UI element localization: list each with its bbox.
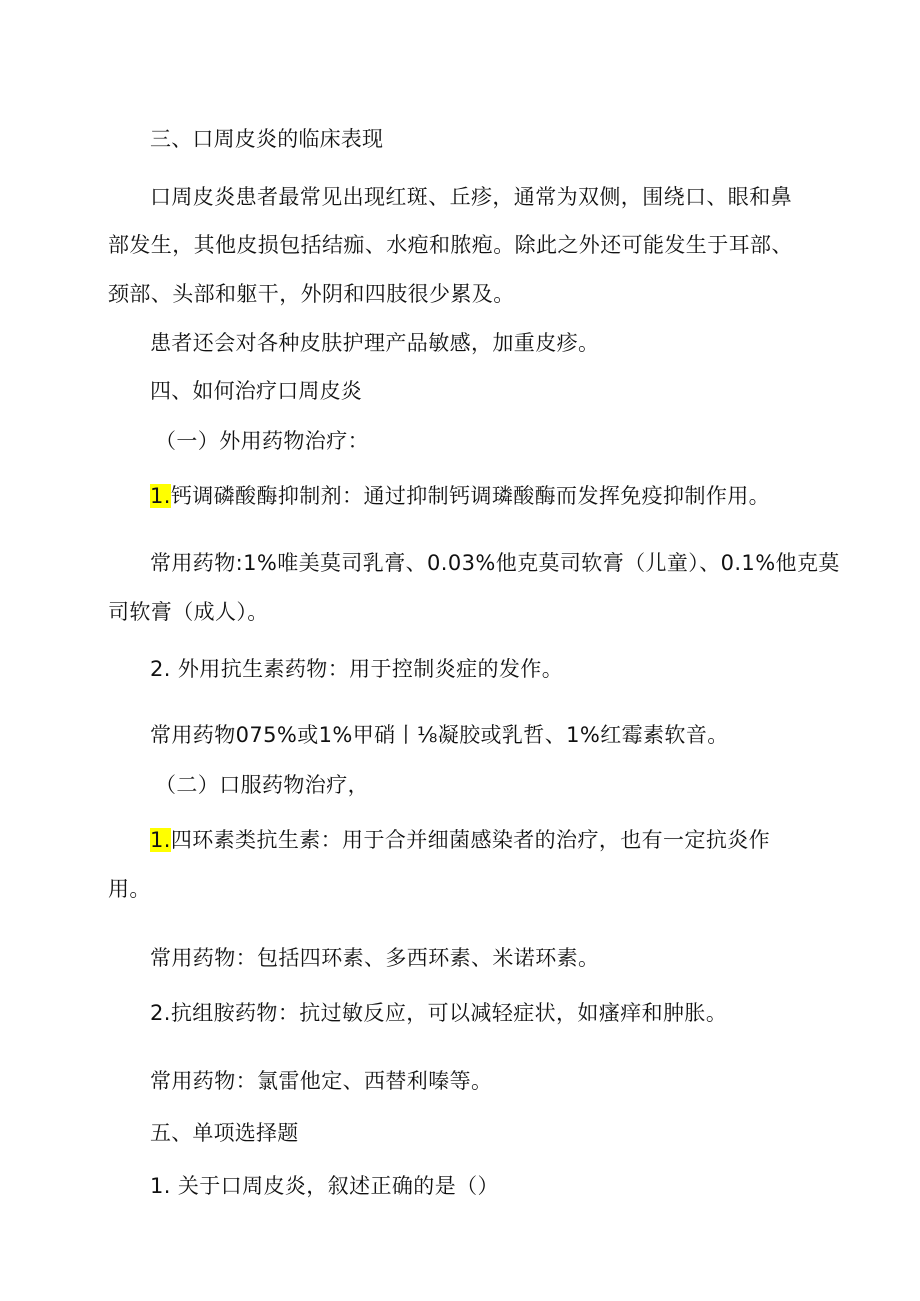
section3-para1-line1: 口周皮炎患者最常见出现红斑、丘疹，通常为双侧，围绕口、眼和鼻	[150, 185, 792, 209]
oral2: 2.抗组胺药物：抗过敏反应，可以减轻症状，如瘙痒和肿胀。	[150, 1001, 728, 1025]
oral1-drugs: 常用药物：包括四环素、多西环素、米诺环素。	[150, 946, 600, 970]
section4-heading: 四、如何治疗口周皮炎	[150, 379, 362, 403]
section5-heading: 五、单项选择题	[150, 1121, 299, 1145]
item1-number: 1.	[150, 484, 171, 508]
oral1-text: 四环素类抗生素：用于合并细菌感染者的治疗，也有一定抗炎作	[170, 828, 771, 852]
oral2-drugs: 常用药物：氯雷他定、西替利嗪等。	[150, 1069, 493, 1093]
item1-text: 钙调磷酸酶抑制剂：通过抑制钙调璘酸酶而发挥免疫抑制作用。	[170, 484, 771, 508]
section3-para2: 患者还会对各种皮肤护理产品敏感，加重皮疹。	[150, 331, 600, 355]
item2-drugs: 常用药物075%或1%甲硝丨⅛凝胶或乳哲、1%红霉素软音。	[150, 723, 729, 747]
section4-sub2: （二）口服药物治疗，	[155, 773, 369, 797]
item1-drugs-line1: 常用药物:1%唯美莫司乳膏、0.03%他克莫司软膏（儿童）、0.1%他克莫	[150, 551, 840, 575]
section5-q1: 1. 关于口周皮炎，叙述正确的是（）	[150, 1174, 499, 1198]
oral1-number: 1.	[150, 828, 171, 852]
section4-item1	[150, 483, 770, 509]
section4-sub1: （一）外用药物治疗：	[155, 429, 369, 453]
section3-heading: 三、口周皮炎的临床表现	[150, 127, 384, 151]
section3-para1-line2: 部发生，其他皮损包括结痂、水疱和脓疱。除此之外还可能发生于耳部、	[108, 233, 793, 257]
oral1-line1	[150, 827, 770, 853]
section4-item2: 2. 外用抗生素药物：用于控制炎症的发作。	[150, 657, 564, 681]
item1-drugs-line2: 司软膏（成人）。	[108, 600, 269, 624]
oral1-line2: 用。	[108, 877, 151, 901]
section3-para1-line3: 颈部、头部和躯干，外阴和四肢很少累及。	[108, 282, 515, 306]
